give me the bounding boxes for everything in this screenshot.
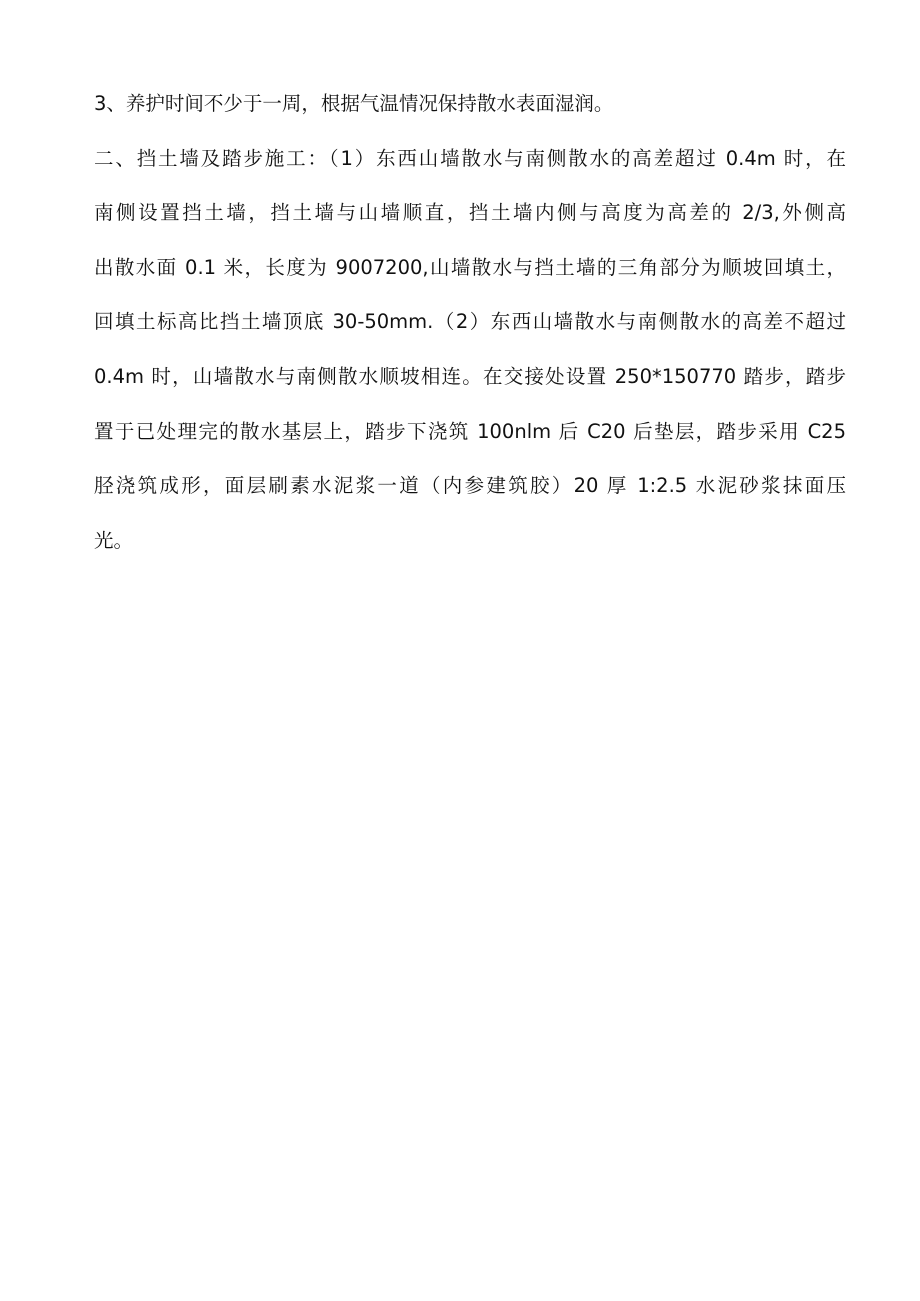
text-line: 置于已处理完的散水基层上，踏步下浇筑 100nlm 后 C20 后垫层，踏步采用 C25 [94,419,846,443]
paragraph-curing [94,84,846,139]
text-line: 出散水面 0.1 米，长度为 9007200,山墙散水与挡土墙的三角部分为顺坡回填土， [94,255,846,279]
text-line: 光。 [94,528,134,552]
paragraph-retaining-wall-steps [94,139,846,576]
text-line: 胫浇筑成形，面层刷素水泥浆一道（内参建筑胶）20 厚 1:2.5 水泥砂浆抹面压 [94,474,846,498]
text-line: 3、养护时间不少于一周，根据气温情况保持散水表面湿润。 [94,92,614,115]
document-body [94,84,846,575]
text-line: 二、挡土墙及踏步施工：（1）东西山墙散水与南侧散水的高差超过 0.4m 时，在 [94,146,846,170]
text-line: 回填土标高比挡土墙顶底 30-50mm.（2）东西山墙散水与南侧散水的高差不超过 [94,310,846,334]
text-line: 0.4m 时，山墙散水与南侧散水顺坡相连。在交接处设置 250*150770 踏步，踏步 [94,364,846,388]
text-line: 南侧设置挡土墙，挡土墙与山墙顺直，挡土墙内侧与高度为高差的 2/3,外侧高 [94,201,846,225]
